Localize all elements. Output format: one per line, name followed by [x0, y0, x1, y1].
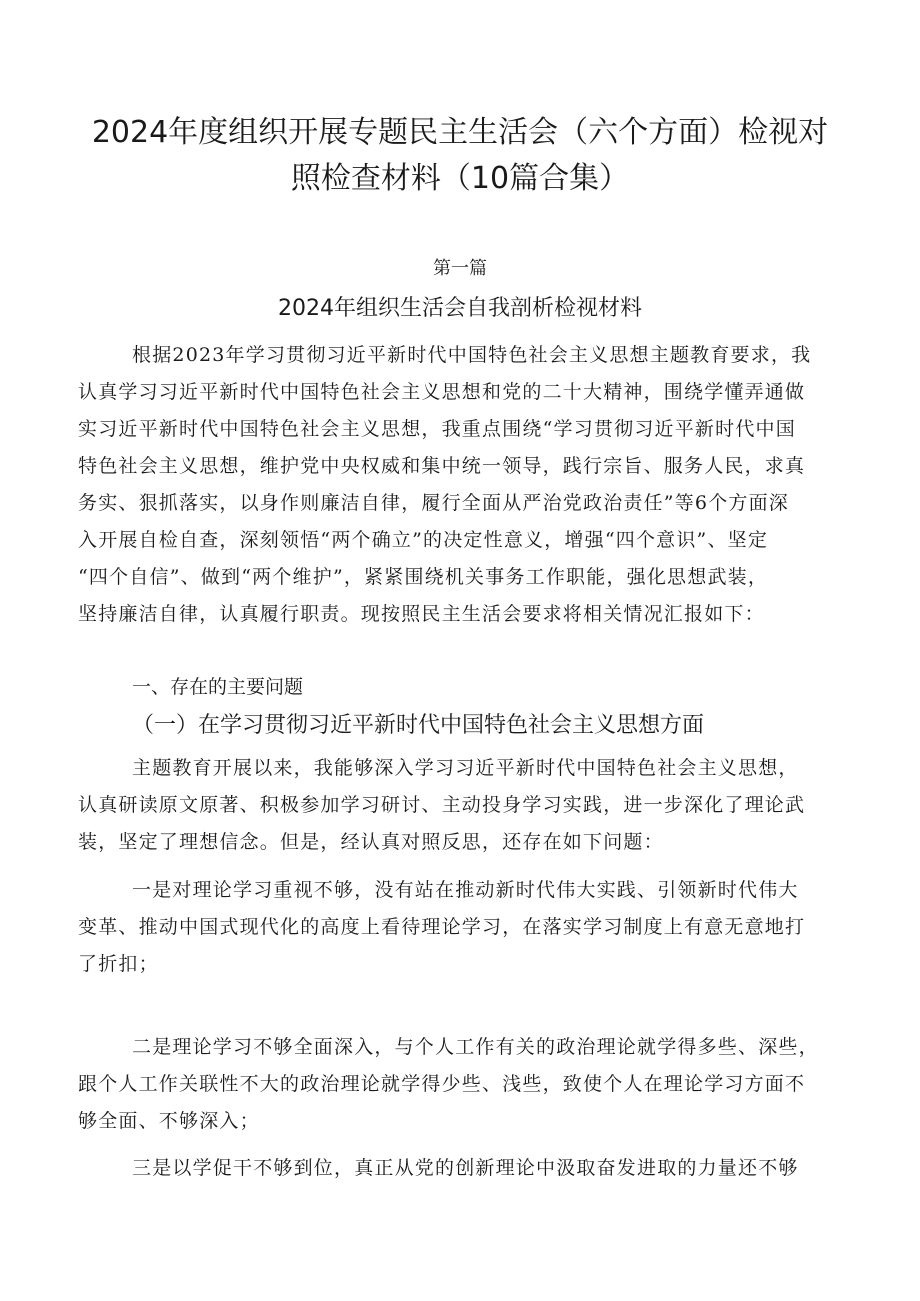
problem-item-3	[78, 1150, 868, 1187]
paragraph-line: 装，坚定了理想信念。但是，经认真对照反思，还存在如下问题：	[78, 831, 664, 853]
part-label: 第一篇	[433, 258, 487, 279]
paragraph-line: 二是理论学习不够全面深入，与个人工作有关的政治理论就学得多些、深些，	[132, 1036, 819, 1058]
paragraph-line: 变革、推动中国式现代化的高度上看待理论学习，在落实学习制度上有意无意地打	[78, 916, 806, 938]
intro-line: 坚持廉洁自律，认真履行职责。现按照民主生活会要求将相关情况汇报如下：	[78, 603, 765, 625]
document-title	[60, 110, 860, 202]
paragraph-line: 了折扣；	[78, 953, 159, 975]
part-title: 2024年组织生活会自我剖析检视材料	[278, 296, 642, 321]
paragraph-line: 三是以学促干不够到位，真正从党的创新理论中汲取奋发进取的力量还不够	[132, 1157, 799, 1179]
document-title-line-1: 2024年度组织开展专题民主生活会（六个方面）检视对	[91, 115, 829, 150]
intro-line: 实习近平新时代中国特色社会主义思想，我重点围绕“学习贯彻习近平新时代中国	[78, 418, 796, 440]
paragraph-line: 跟个人工作关联性不大的政治理论就学得少些、浅些，致使个人在理论学习方面不	[78, 1073, 806, 1095]
intro-line: 入开展自检自查，深刻领悟“两个确立”的决定性意义，增强“四个意识”、坚定	[78, 529, 769, 551]
paragraph-line: 够全面、不够深入；	[78, 1110, 260, 1132]
problem-item-1	[78, 872, 868, 983]
intro-paragraph	[78, 337, 868, 633]
paragraph-line: 认真研读原文原著、积极参加学习研讨、主动投身学习实践，进一步深化了理论武	[78, 794, 806, 816]
intro-line: 特色社会主义思想，维护党中央权威和集中统一领导，践行宗旨、服务人民，求真	[78, 455, 806, 477]
paragraph-line: 一是对理论学习重视不够，没有站在推动新时代伟大实践、引领新时代伟大	[132, 879, 799, 901]
document-title-line-2: 照检查材料（10篇合集）	[290, 161, 630, 196]
subsection-paragraph	[78, 750, 868, 861]
problem-item-2	[78, 1029, 868, 1140]
intro-line: 务实、狠抓落实，以身作则廉洁自律，履行全面从严治党政治责任”等6个方面深	[78, 492, 790, 514]
paragraph-line: 主题教育开展以来，我能够深入学习习近平新时代中国特色社会主义思想，	[132, 757, 799, 779]
intro-line: “四个自信”、做到“两个维护”，紧紧围绕机关事务工作职能，强化思想武装，	[78, 566, 769, 588]
subsection-heading: （一）在学习贯彻习近平新时代中国特色社会主义思想方面	[132, 713, 705, 738]
section-heading: 一、存在的主要问题	[132, 676, 304, 698]
intro-line: 根据2023年学习贯彻习近平新时代中国特色社会主义思想主题教育要求，我	[132, 344, 812, 366]
intro-line: 认真学习习近平新时代中国特色社会主义思想和党的二十大精神，围绕学懂弄通做	[78, 381, 806, 403]
